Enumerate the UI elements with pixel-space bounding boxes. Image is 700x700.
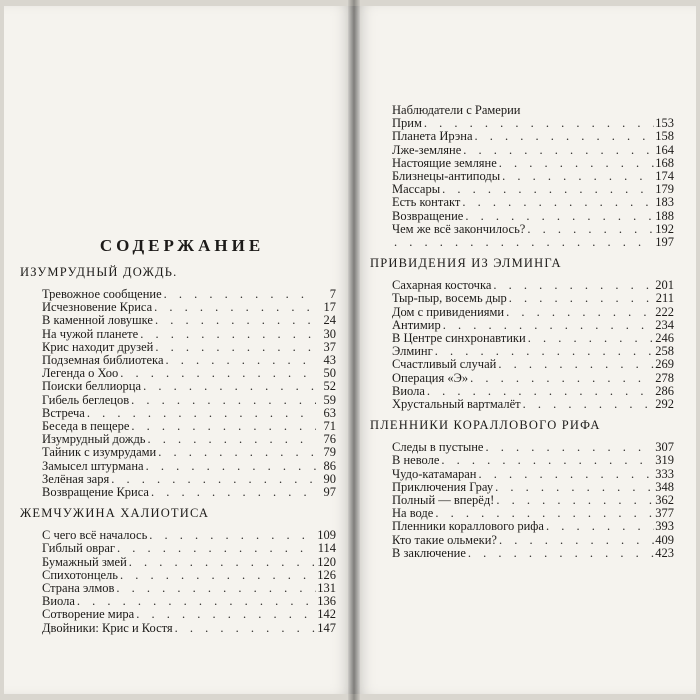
dot-leader <box>483 441 654 454</box>
toc-entry <box>370 210 674 223</box>
entry-title: Следы в пустыне <box>392 440 484 455</box>
entry-title: Страна элмов <box>42 581 115 596</box>
entry-title: Гибель беглецов <box>42 392 130 407</box>
entry-page-number: 86 <box>323 458 336 473</box>
dot-leader <box>114 582 316 595</box>
entry-title: Бумажный змей <box>42 554 127 569</box>
entry-title: Приключения Грау <box>392 479 494 494</box>
entry-title: В Центре синхронавтики <box>392 331 526 346</box>
entry-title: Элминг <box>392 344 433 359</box>
dot-leader <box>129 394 316 407</box>
dot-leader <box>146 433 316 446</box>
entry-page-number: 174 <box>655 169 674 184</box>
dot-leader <box>138 328 316 341</box>
toc-entry <box>370 547 674 560</box>
toc-entry <box>20 328 336 341</box>
dot-leader <box>491 279 654 292</box>
dot-leader <box>496 358 654 371</box>
dot-leader <box>392 236 654 249</box>
entry-page-number: 79 <box>323 445 336 460</box>
entry-page-number: 131 <box>317 581 336 596</box>
entry-page-number: 393 <box>655 519 674 534</box>
entry-title: Исчезновение Криса <box>42 300 153 315</box>
entry-title: На чужой планете <box>42 326 139 341</box>
entry-page-number: 192 <box>655 221 674 236</box>
toc-entry <box>370 398 674 411</box>
toc-entry <box>370 130 674 143</box>
entry-page-number: 258 <box>655 344 674 359</box>
toc-entry <box>20 460 336 473</box>
dot-leader <box>173 622 316 635</box>
entry-title: Пленники кораллового рифа <box>392 519 544 534</box>
entry-title: Массары <box>392 182 441 197</box>
entry-page-number: 179 <box>655 182 674 197</box>
toc-entry <box>370 292 674 305</box>
entry-title: Встреча <box>42 405 85 420</box>
entry-page-number: 76 <box>323 432 336 447</box>
entry-title: В заключение <box>392 545 466 560</box>
entry-page-number: 307 <box>655 440 674 455</box>
entry-page-number: 24 <box>323 313 336 328</box>
section-title: ПЛЕННИКИ КОРАЛЛОВОГО РИФА <box>370 418 601 433</box>
entry-page-number: 188 <box>655 208 674 223</box>
left-column <box>20 236 336 642</box>
entry-title: Лже-земляне <box>392 142 462 157</box>
entry-title: Дом с привидениями <box>392 304 505 319</box>
entry-page-number: 71 <box>323 419 336 434</box>
entry-title: В неволе <box>392 453 440 468</box>
entry-title: В каменной ловушке <box>42 313 153 328</box>
entry-page-number: 50 <box>323 366 336 381</box>
dot-leader <box>493 481 654 494</box>
entry-title: Настоящие земляне <box>392 155 497 170</box>
toc-entry <box>370 306 674 319</box>
entry-title: Операция «Э» <box>392 370 469 385</box>
left-sections <box>20 265 336 635</box>
entry-page-number: 59 <box>323 392 336 407</box>
toc-entry <box>20 556 336 569</box>
entry-title: Сахарная косточка <box>392 278 492 293</box>
entry-title: Виола <box>392 383 425 398</box>
toc-section <box>20 265 336 499</box>
entry-page-number: 114 <box>317 541 336 556</box>
dot-leader <box>494 494 654 507</box>
entry-title: Зелёная заря <box>42 471 110 486</box>
entry-page-number: 362 <box>655 493 674 508</box>
toc-entry <box>20 542 336 555</box>
entry-page-number: 333 <box>655 466 674 481</box>
dot-leader <box>118 569 316 582</box>
entry-title: Двойники: Крис и Костя <box>42 620 173 635</box>
book-gutter <box>348 0 360 700</box>
dot-leader <box>507 292 654 305</box>
toc-section <box>370 418 674 560</box>
entry-title: Сотворение мира <box>42 607 135 622</box>
dot-leader <box>544 520 654 533</box>
toc-section <box>370 104 674 249</box>
entry-title: Хрустальный вартмалёт <box>392 397 521 412</box>
entry-title: На воде <box>392 506 434 521</box>
dot-leader <box>473 130 654 143</box>
toc-entry <box>370 534 674 547</box>
entry-page-number: 423 <box>655 545 674 560</box>
entry-title: Подземная библиотека <box>42 353 164 368</box>
toc-section <box>370 256 674 411</box>
dot-leader <box>134 608 316 621</box>
dot-leader <box>149 486 316 499</box>
toc-entry <box>370 468 674 481</box>
section-title: ПРИВИДЕНИЯ ИЗ ЭЛМИНГА <box>370 256 562 271</box>
toc-section <box>20 506 336 635</box>
entry-title: Тыр-пыр, восемь дыр <box>392 291 507 306</box>
section-title: ЖЕМЧУЖИНА ХАЛИОТИСА <box>20 506 210 521</box>
dot-leader <box>497 157 654 170</box>
entry-page-number: 197 <box>655 235 674 250</box>
toc-entry <box>20 394 336 407</box>
entry-page-number: 292 <box>655 397 674 412</box>
entry-title: Спихотонцель <box>42 567 118 582</box>
toc-entry <box>20 314 336 327</box>
entry-page-number: 142 <box>317 607 336 622</box>
entry-page-number: 211 <box>655 291 674 306</box>
dot-leader <box>466 547 654 560</box>
dot-leader <box>477 468 655 481</box>
toc-entry <box>370 144 674 157</box>
toc-entry <box>370 236 674 249</box>
dot-leader <box>526 332 654 345</box>
entry-title: Прим <box>392 116 422 131</box>
toc-entry <box>370 454 674 467</box>
entry-page-number: 246 <box>655 331 674 346</box>
entry-page-number: 63 <box>323 405 336 420</box>
entry-title: Счастливый случай <box>392 357 497 372</box>
dot-leader <box>500 170 654 183</box>
entry-page-number: 158 <box>655 129 674 144</box>
entry-title: Кто такие ольмеки? <box>392 532 497 547</box>
entry-page-number: 7 <box>329 287 336 301</box>
dot-leader <box>463 210 654 223</box>
entry-page-number: 136 <box>317 594 336 609</box>
dot-leader <box>115 542 316 555</box>
section-title: ИЗУМРУДНЫЙ ДОЖДЬ. <box>20 265 178 279</box>
dot-leader <box>156 446 316 459</box>
entry-page-number: 234 <box>655 317 674 332</box>
entry-page-number: 17 <box>323 300 336 315</box>
entry-page-number: 278 <box>655 370 674 385</box>
entry-page-number: 52 <box>323 379 336 394</box>
dot-leader <box>460 196 654 209</box>
entry-title: Полный — вперёд! <box>392 493 495 508</box>
entry-title: Есть контакт <box>392 195 461 210</box>
left-page <box>4 6 354 694</box>
toc-entry <box>370 358 674 371</box>
entry-title: Поиски беллиорца <box>42 379 142 394</box>
entry-title: Гиблый овраг <box>42 541 116 556</box>
entry-page-number: 348 <box>655 479 674 494</box>
dot-leader <box>153 314 316 327</box>
dot-leader <box>129 420 316 433</box>
dot-leader <box>118 367 316 380</box>
entry-page-number: 319 <box>655 453 674 468</box>
toc-entry <box>20 622 336 635</box>
entry-title: Тревожное сообщение <box>42 287 162 301</box>
entry-title: С чего всё началось <box>42 528 148 543</box>
entry-page-number: 30 <box>323 326 336 341</box>
entry-title: Виола <box>42 594 75 609</box>
entry-title: Возвращение <box>392 208 464 223</box>
dot-leader <box>521 398 654 411</box>
entry-page-number: 153 <box>655 116 674 131</box>
dot-leader <box>525 223 654 236</box>
toc-entry <box>20 608 336 621</box>
entry-page-number: 43 <box>323 353 336 368</box>
entry-title: Изумрудный дождь <box>42 432 146 447</box>
toc-entry <box>20 486 336 499</box>
entry-page-number: 409 <box>655 532 674 547</box>
right-column <box>370 104 674 567</box>
entry-page-number: 286 <box>655 383 674 398</box>
entry-title: Тайник с изумрудами <box>42 445 157 460</box>
entry-page-number: 164 <box>655 142 674 157</box>
entry-title: Крис находит друзей <box>42 339 154 354</box>
dot-leader <box>497 534 654 547</box>
dot-leader <box>461 144 654 157</box>
dot-leader <box>153 341 316 354</box>
entry-title: Планета Ирэна <box>392 129 473 144</box>
right-sections <box>370 104 674 560</box>
toc-entry <box>370 520 674 533</box>
entry-page-number: 126 <box>317 567 336 582</box>
entry-page-number: 377 <box>655 506 674 521</box>
dot-leader <box>504 306 654 319</box>
entry-page-number: 97 <box>323 485 336 500</box>
dot-leader <box>152 301 316 314</box>
entry-page-number: 168 <box>655 155 674 170</box>
dot-leader <box>164 354 317 367</box>
entry-page-number: 109 <box>317 528 336 543</box>
toc-entry <box>370 223 674 236</box>
entry-title: Беседа в пещере <box>42 419 130 434</box>
entry-page-number: 90 <box>323 471 336 486</box>
entry-title: Близнецы-антиподы <box>392 169 501 184</box>
entry-title: Антимир <box>392 317 441 332</box>
toc-entry <box>20 380 336 393</box>
entry-page-number: 269 <box>655 357 674 372</box>
entry-title: Замысел штурмана <box>42 458 144 473</box>
entry-page-number: 147 <box>317 620 336 635</box>
dot-leader <box>468 372 654 385</box>
entry-title: Чем же всё закончилось? <box>392 221 526 236</box>
right-page <box>354 6 696 694</box>
toc-entry <box>370 372 674 385</box>
toc-title: СОДЕРЖАНИЕ <box>99 236 265 255</box>
toc-entry <box>20 446 336 459</box>
entry-page-number: 222 <box>655 304 674 319</box>
dot-leader <box>162 288 316 301</box>
dot-leader <box>439 454 654 467</box>
entry-page-number: 183 <box>655 195 674 210</box>
entry-title: Наблюдатели с Рамерии <box>392 103 521 117</box>
dot-leader <box>144 460 316 473</box>
entry-title: Чудо-катамаран <box>392 466 477 481</box>
dot-leader <box>147 529 316 542</box>
dot-leader <box>127 556 316 569</box>
entry-page-number: 37 <box>323 339 336 354</box>
entry-title: Легенда о Хоо <box>42 366 119 381</box>
entry-page-number: 201 <box>655 278 674 293</box>
dot-leader <box>141 380 316 393</box>
dot-leader <box>440 183 654 196</box>
entry-page-number: 120 <box>317 554 336 569</box>
toc-entry <box>370 196 674 209</box>
entry-title: Возвращение Криса <box>42 485 149 500</box>
